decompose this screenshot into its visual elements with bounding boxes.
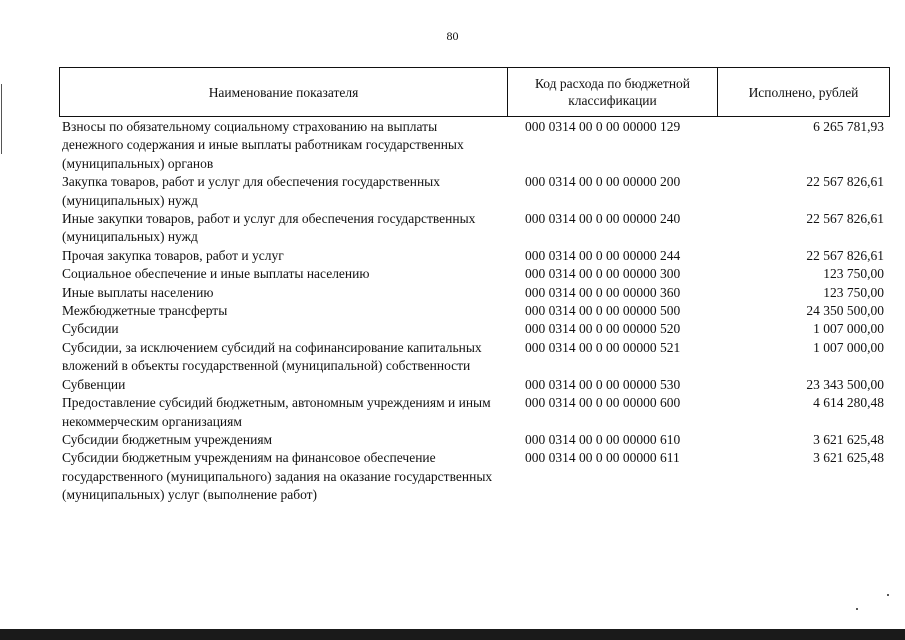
row-code: 000 0314 00 0 00 00000 244 <box>525 247 681 263</box>
row-code: 000 0314 00 0 00 00000 360 <box>525 284 681 300</box>
header-amount: Исполнено, рублей <box>748 84 859 100</box>
table-row <box>62 449 884 504</box>
table-row <box>62 210 884 247</box>
row-name: Социальное обеспечение и иные выплаты населению <box>62 266 370 282</box>
row-name: Субвенции <box>62 376 126 392</box>
table-row <box>62 265 884 283</box>
scan-edge-mark <box>1 84 2 154</box>
row-amount: 123 750,00 <box>823 284 884 300</box>
row-name: Субсидии бюджетным учреждениям <box>62 431 273 447</box>
row-name: Субсидии, за исключением субсидий на софинансирование капитальных вложений в объекты государственной (муниципальной) собственности <box>62 339 482 374</box>
row-amount: 3 621 625,48 <box>813 431 884 447</box>
table-row <box>62 247 884 265</box>
row-code: 000 0314 00 0 00 00000 611 <box>525 450 680 466</box>
row-name: Межбюджетные трансферты <box>62 303 228 319</box>
table-row <box>62 394 884 431</box>
row-amount: 23 343 500,00 <box>806 376 884 392</box>
table-row <box>62 339 884 376</box>
table-header <box>59 67 890 117</box>
row-code: 000 0314 00 0 00 00000 610 <box>525 431 681 447</box>
row-amount: 1 007 000,00 <box>813 339 884 355</box>
table-row <box>62 118 884 173</box>
table-row <box>62 376 884 394</box>
table-row <box>62 284 884 302</box>
row-code: 000 0314 00 0 00 00000 530 <box>525 376 681 392</box>
header-code: Код расхода по бюджетной классификации <box>508 68 718 116</box>
row-code: 000 0314 00 0 00 00000 300 <box>525 266 681 282</box>
table-body <box>62 118 884 505</box>
page-number: 80 <box>446 29 459 43</box>
header-name: Наименование показателя <box>60 68 508 116</box>
row-name: Субсидии бюджетным учреждениям на финансовое обеспечение государственного (муниципального) задания на оказание государственных (муниципальных) услуг (выполнение работ) <box>62 450 493 503</box>
row-code: 000 0314 00 0 00 00000 521 <box>525 339 681 355</box>
scan-bottom-edge <box>0 629 905 640</box>
row-code: 000 0314 00 0 00 00000 200 <box>525 174 681 190</box>
row-amount: 123 750,00 <box>823 266 884 282</box>
table-row <box>62 320 884 338</box>
scan-speck <box>887 594 889 596</box>
row-code: 000 0314 00 0 00 00000 600 <box>525 395 681 411</box>
row-name: Предоставление субсидий бюджетным, автономным учреждениям и иным некоммерческим организациям <box>62 395 491 429</box>
row-amount: 6 265 781,93 <box>813 119 884 134</box>
row-amount: 3 621 625,48 <box>813 450 884 466</box>
row-name: Взносы по обязательному социальному страхованию на выплаты денежного содержания и иные выплаты работникам государственных (муниципальных) органов <box>62 119 464 171</box>
row-name: Субсидии <box>62 321 119 337</box>
row-name: Иные закупки товаров, работ и услуг для обеспечения государственных (муниципальных) нужд <box>62 211 476 245</box>
row-name: Прочая закупка товаров, работ и услуг <box>62 247 284 263</box>
row-name: Закупка товаров, работ и услуг для обеспечения государственных (муниципальных) нужд <box>62 174 441 208</box>
row-amount: 22 567 826,61 <box>806 211 884 227</box>
table-row <box>62 302 884 320</box>
row-code: 000 0314 00 0 00 00000 129 <box>525 119 681 134</box>
row-amount: 1 007 000,00 <box>813 321 884 337</box>
table-row <box>62 173 884 210</box>
row-amount: 22 567 826,61 <box>806 247 884 263</box>
scan-speck <box>856 608 858 610</box>
table-row <box>62 431 884 449</box>
row-code: 000 0314 00 0 00 00000 240 <box>525 211 681 227</box>
row-code: 000 0314 00 0 00 00000 500 <box>525 303 681 319</box>
row-code: 000 0314 00 0 00 00000 520 <box>525 321 681 337</box>
row-amount: 22 567 826,61 <box>806 174 884 190</box>
row-amount: 24 350 500,00 <box>806 303 884 319</box>
row-amount: 4 614 280,48 <box>813 395 884 411</box>
row-name: Иные выплаты населению <box>62 284 214 300</box>
